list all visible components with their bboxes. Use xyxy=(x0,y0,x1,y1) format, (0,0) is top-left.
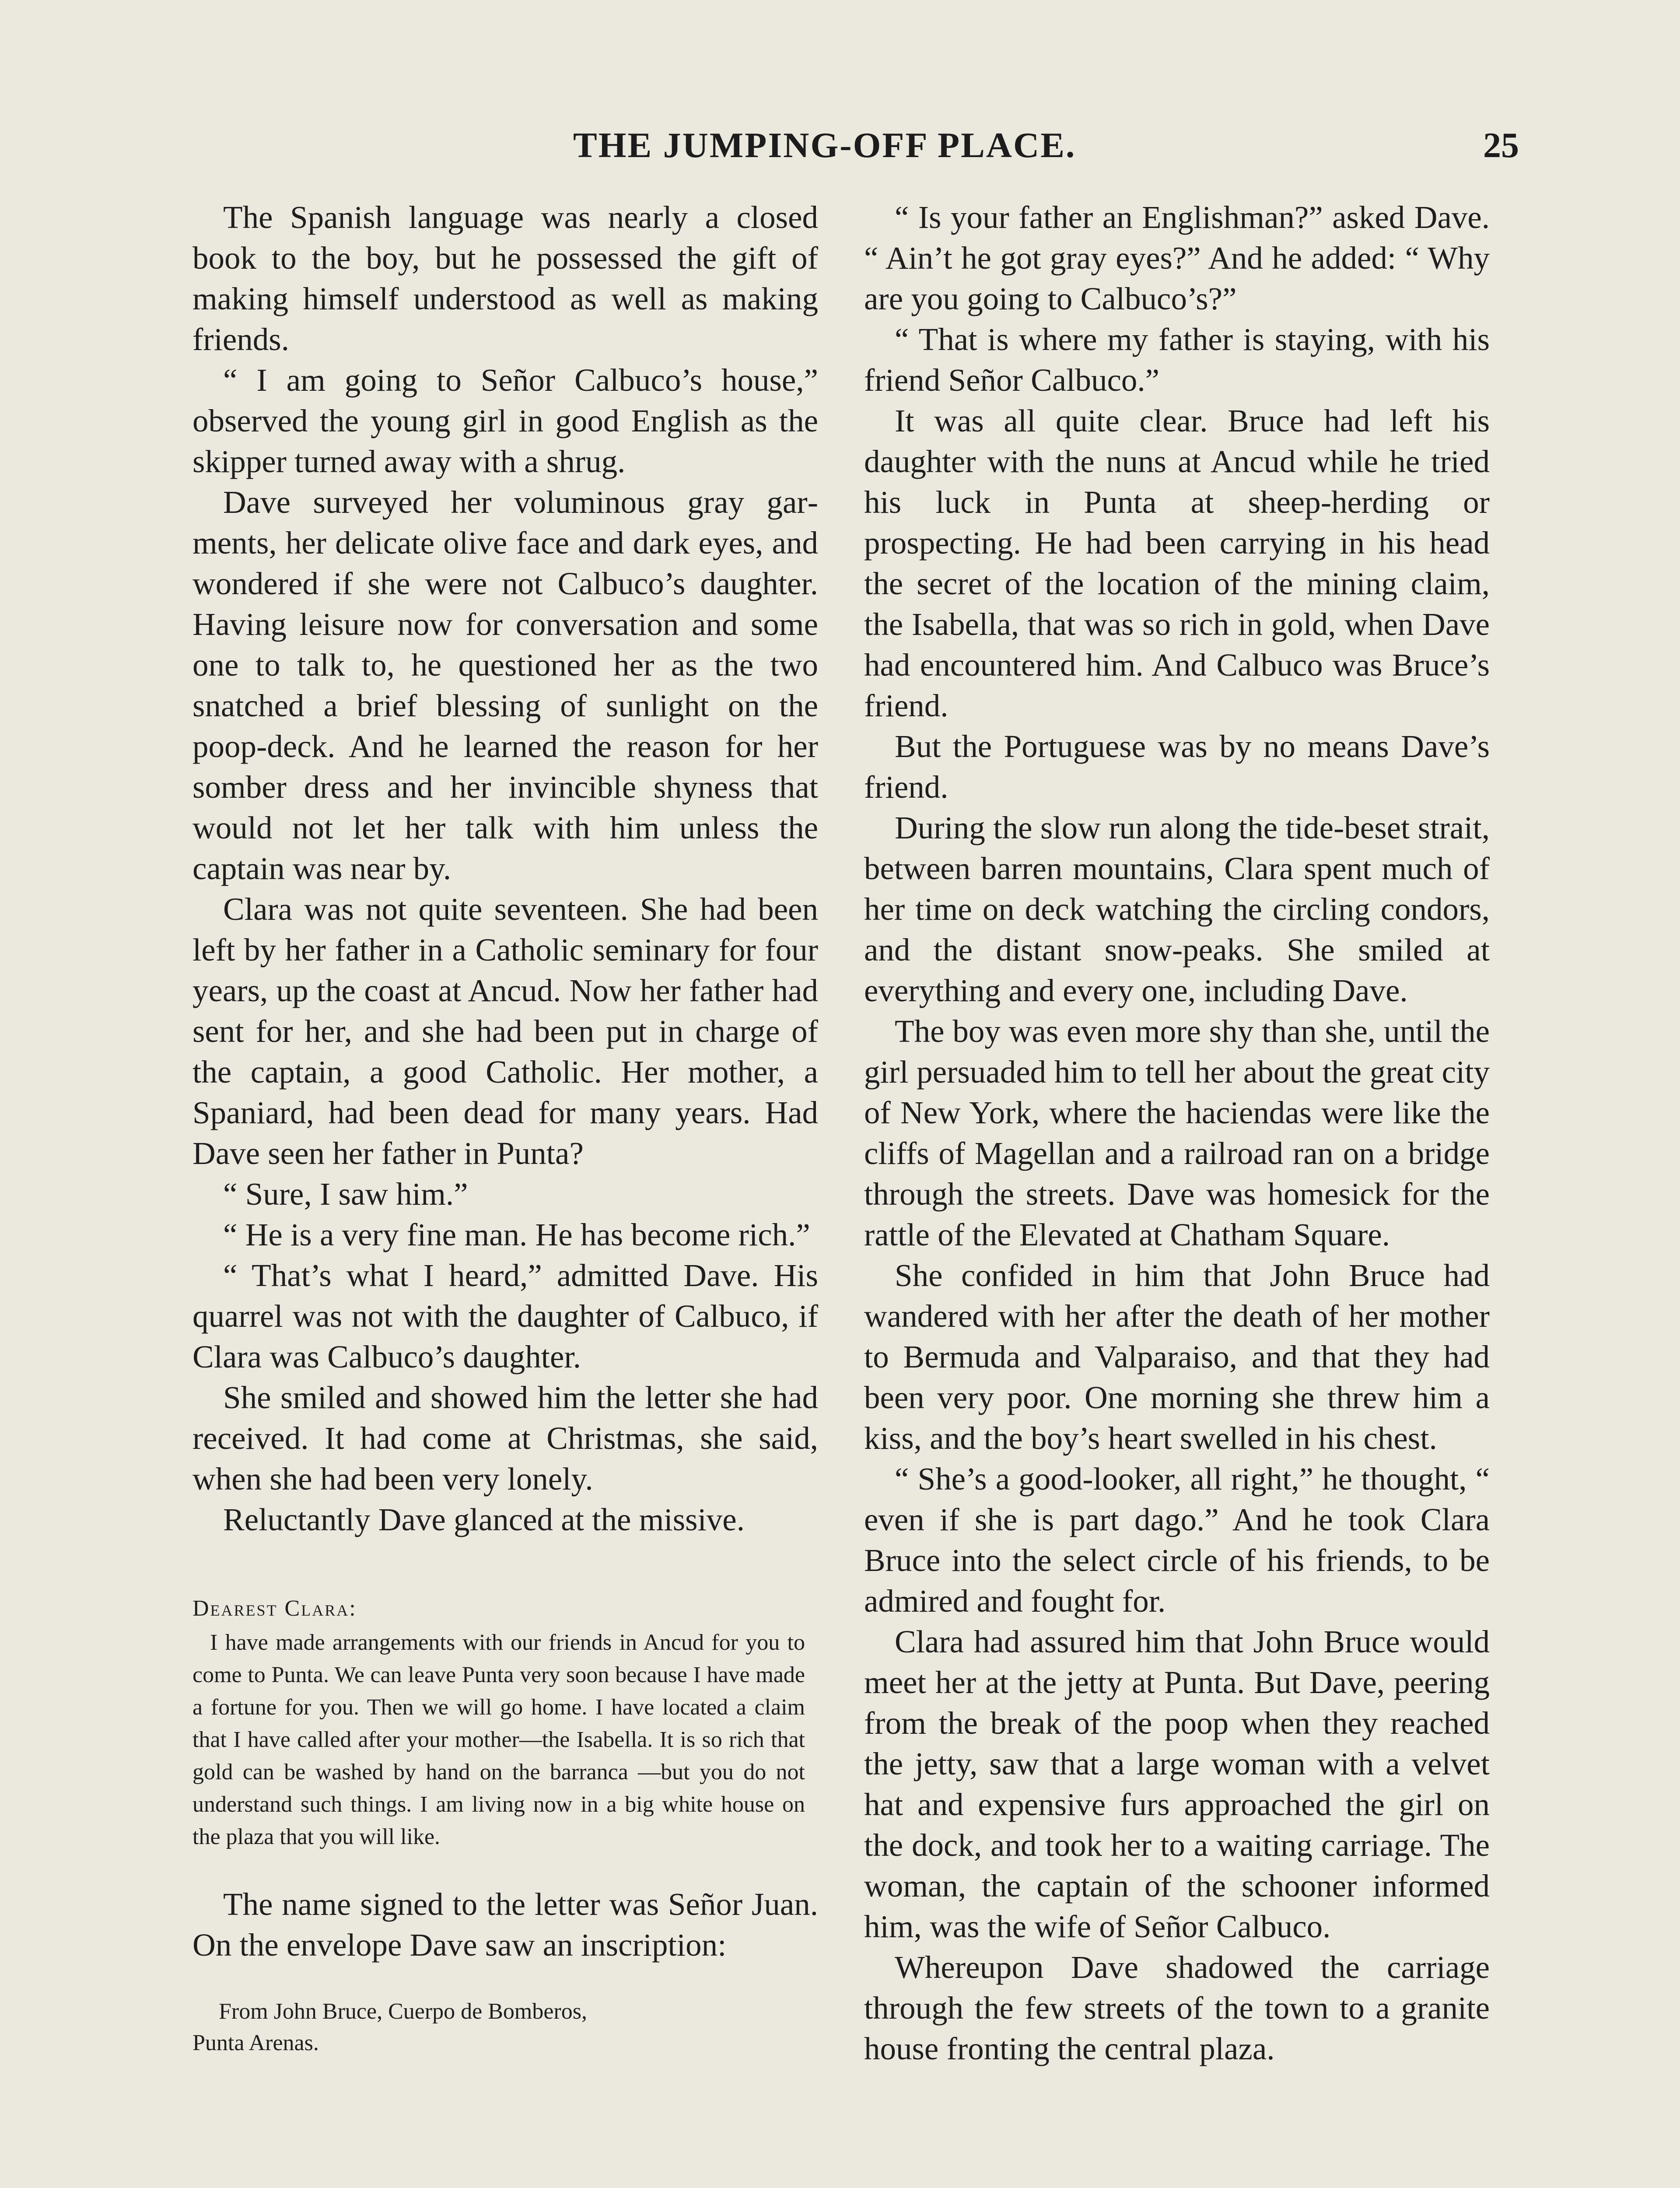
left-column xyxy=(192,197,818,2059)
paragraph: The name signed to the letter was Señor Juan. On the envelope Dave saw an inscription: xyxy=(192,1886,818,1963)
paragraph: The Spanish language was nearly a closed book to the boy, but he possessed the gift of making himself understood as well as making friends. xyxy=(192,200,818,357)
paragraph: Clara was not quite seventeen. She had been left by her father in a Catholic seminary for four years, up the coast at Ancud. Now her father had sent for her, and she had been put in charge of the captain, a good Catholic. Her mother, a Spaniard, had been dead for many years. Had Dave seen her father in Punta? xyxy=(192,891,818,1171)
running-title: THE JUMPING-OFF PLACE. xyxy=(573,125,1076,165)
paragraph: “ She’s a good-looker, all right,” he thought, “ even if she is part dago.” And he took Clara Bruce into the select circle of his friends, to be admired and fought for. xyxy=(864,1461,1490,1619)
paragraph: Clara had assured him that John Bruce would meet her at the jetty at Punta. But Dave, peering from the break of the poop when they reached the jetty, saw that a large woman with a velvet hat and expensive furs approached the girl on the dock, and took her to a waiting carriage. The woman, the captain of the schooner informed him, was the wife of Señor Calbuco. xyxy=(864,1624,1490,1944)
letter-body: I have made arrangements with our friends in Ancud for you to come to Punta. We can leave Punta very soon because I have made a fortune for you. Then we will go home. I have located a claim that I have called after your mother—the Isabella. It is so rich that gold can be washed by hand on the barranca —but you do not understand such things. I am living now in a big white house on the plaza that you will like. xyxy=(192,1630,805,1849)
paragraph: Dave surveyed her voluminous gray garments, her delicate olive face and dark eyes, and wondered if she were not Calbuco’s daughter. Having leisure now for conversation and some one to talk to, he questioned her as the two snatched a brief blessing of sunlight on the poop-deck. And he learned the reason for her somber dress and her invincible shyness that would not let her talk with him unless the captain was near by. xyxy=(192,484,818,886)
paragraph: The boy was even more shy than she, until the girl persuaded him to tell her about the great city of New York, where the haciendas were like the cliffs of Magellan and a railroad ran on a bridge through the streets. Dave was homesick for the rattle of the Elevated at Chatham Square. xyxy=(864,1013,1490,1252)
paragraph: “ Sure, I saw him.” xyxy=(223,1176,468,1212)
paragraph: But the Portuguese was by no means Dave’s friend. xyxy=(864,729,1490,805)
paragraph: “ He is a very fine man. He has become rich.” xyxy=(223,1217,810,1252)
paragraph: Whereupon Dave shadowed the carriage through the few streets of the town to a granite house fronting the central plaza. xyxy=(864,1950,1490,2066)
inscription-line: Punta Arenas. xyxy=(192,2030,319,2055)
paragraph: During the slow run along the tide-beset strait, between barren mountains, Clara spent much of her time on deck watching the circling condors, and the distant snow-peaks. She smiled at everything and every one, including Dave. xyxy=(864,810,1490,1008)
paragraph: “ Is your father an Englishman?” asked Dave. “ Ain’t he got gray eyes?” And he added: “ Why are you going to Calbuco’s?” xyxy=(864,200,1490,316)
paragraph: She confided in him that John Bruce had wandered with her after the death of her mother to Bermuda and Valparaiso, and that they had been very poor. One morning she threw him a kiss, and the boy’s heart swelled in his chest. xyxy=(864,1258,1490,1456)
paragraph: “ I am going to Señor Calbuco’s house,” observed the young girl in good English as the skipper turned away with a shrug. xyxy=(192,362,818,479)
paragraph: Reluctantly Dave glanced at the missive. xyxy=(223,1502,745,1537)
quoted-letter xyxy=(192,1592,805,1853)
letter-salutation: Dearest Clara: xyxy=(192,1596,357,1621)
paragraph: It was all quite clear. Bruce had left his daughter with the nuns at Ancud while he tried his luck in Punta at sheep-herding or prospecting. He had been carrying in his head the secret of the location of the mining claim, the Isabella, that was so rich in gold, when Dave had encountered him. And Calbuco was Bruce’s friend. xyxy=(864,403,1490,723)
page-number: 25 xyxy=(1483,125,1519,165)
right-column xyxy=(864,197,1490,2069)
paragraph: She smiled and showed him the letter she had received. It had come at Christmas, she said, when she had been very lonely. xyxy=(192,1380,818,1497)
paragraph: “ That’s what I heard,” admitted Dave. His quarrel was not with the daughter of Calbuco, if Clara was Calbuco’s daughter. xyxy=(192,1258,818,1375)
paragraph: “ That is where my father is staying, with his friend Señor Calbuco.” xyxy=(864,322,1490,398)
envelope-inscription xyxy=(192,1996,801,2059)
inscription-line: From John Bruce, Cuerpo de Bomberos, xyxy=(219,1999,588,2024)
